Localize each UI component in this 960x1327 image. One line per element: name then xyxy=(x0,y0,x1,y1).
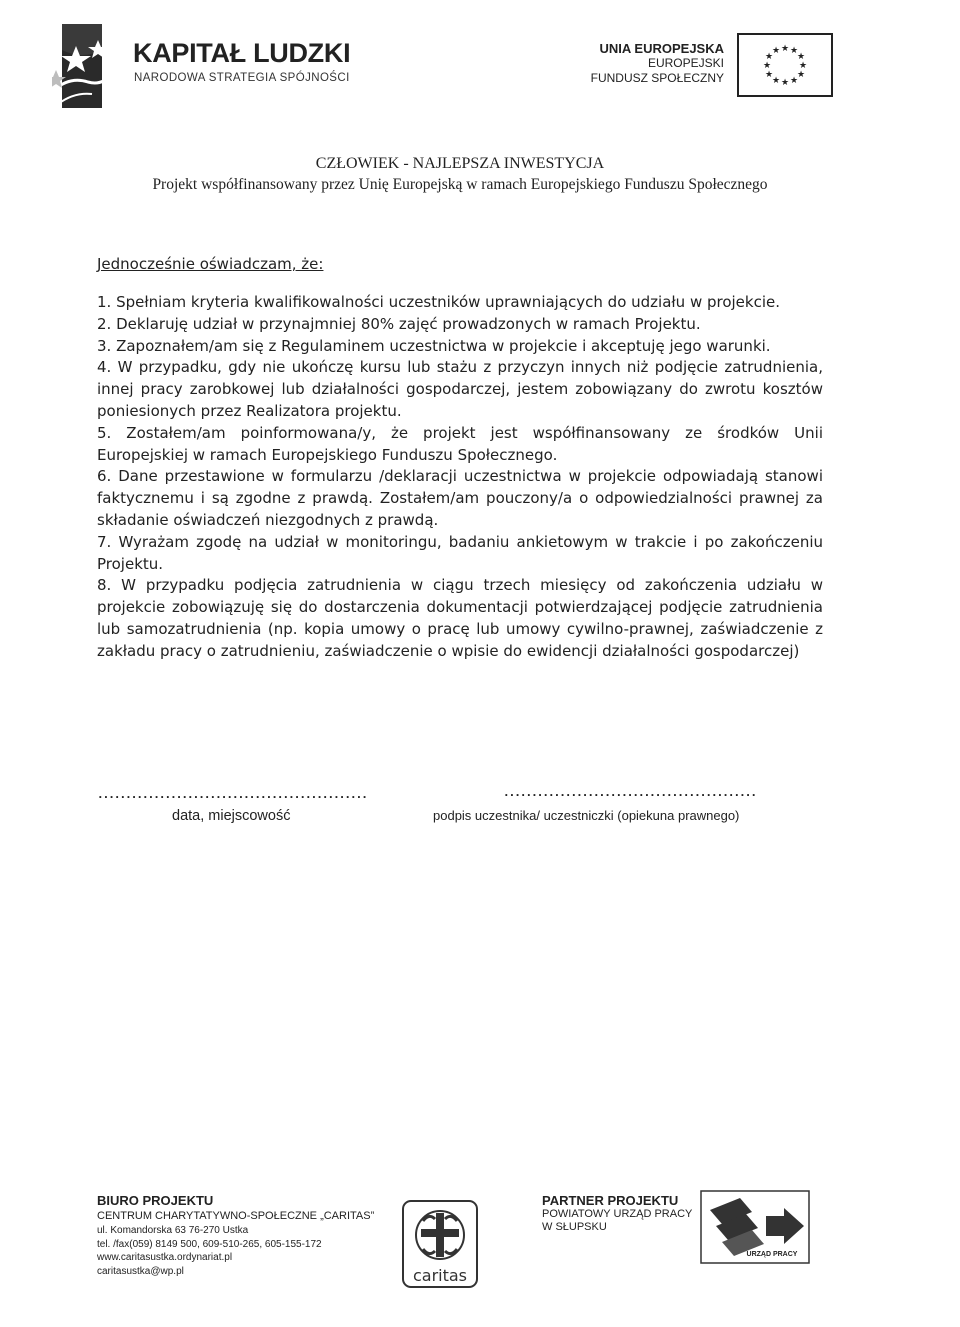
signature-line: ............................................. xyxy=(503,786,757,799)
fund-name-line1: EUROPEJSKI xyxy=(647,56,724,70)
eu-name: UNIA EUROPEJSKA xyxy=(599,41,724,56)
statement-list xyxy=(97,292,823,663)
project-office xyxy=(97,1193,374,1278)
partner-name-line1: POWIATOWY URZĄD PRACY xyxy=(542,1208,693,1220)
svg-text:★: ★ xyxy=(771,46,781,56)
svg-text:★: ★ xyxy=(764,52,774,62)
office-address: ul. Komandorska 63 76-270 Ustka xyxy=(97,1225,249,1236)
statement-item-4: 4. W przypadku, gdy nie ukończę kursu lub stażu z przyczyn innych niż podjęcie zatrudnienia, innej pracy zarobkowej lub działalności gospodarczej, jestem zobowiązany do zwrotu kosztów poniesionych przez Realizatora projektu. xyxy=(97,358,823,420)
kapital-ludzki-logo-icon xyxy=(52,20,132,112)
date-place-label: data, miejscowość xyxy=(172,808,291,824)
project-partner xyxy=(542,1193,692,1234)
svg-text:★: ★ xyxy=(789,76,799,86)
statement-item-7: 7. Wyrażam zgodę na udział w monitoringu, badaniu ankietowym w trakcie i po zakończeniu Projektu. xyxy=(97,532,823,573)
caritas-logo-icon xyxy=(399,1199,481,1291)
fund-name-line2: FUNDUSZ SPOŁECZNY xyxy=(590,71,724,85)
date-place-line: ................................................ xyxy=(97,788,367,801)
office-website: www.caritasustka.ordynariat.pl xyxy=(97,1252,233,1263)
slogan: CZŁOWIEK - NAJLEPSZA INWESTYCJA xyxy=(315,155,605,172)
statement-item-2: 2. Deklaruję udział w przynajmniej 80% zajęć prowadzonych w ramach Projektu. xyxy=(97,314,701,333)
office-title: BIURO PROJEKTU xyxy=(97,1193,214,1208)
urzad-pracy-logo-icon xyxy=(700,1190,810,1270)
partner-name-line2: W SŁUPSKU xyxy=(542,1221,607,1233)
statement-item-5: 5. Zostałem/am poinformowana/y, że projekt jest współfinansowany ze środków Unii Europejskiej w ramach Europejskiego Funduszu Społecznego. xyxy=(97,423,823,464)
office-email: caritasustka@wp.pl xyxy=(97,1265,184,1277)
eu-logo-text xyxy=(591,41,724,86)
signature-label: podpis uczestnika/ uczestniczki (opiekuna prawnego) xyxy=(433,808,740,823)
program-title: KAPITAŁ LUDZKI xyxy=(133,38,351,68)
svg-text:★: ★ xyxy=(771,76,781,86)
statement-item-1: 1. Spełniam kryteria kwalifikowalności uczestników uprawniających do udziału w projekcie. xyxy=(97,293,781,311)
svg-text:★: ★ xyxy=(798,61,808,71)
office-phone: tel. /fax(059) 8149 500, 609-510-265, 605-155-172 xyxy=(97,1238,322,1250)
eu-flag-icon xyxy=(737,33,833,97)
program-subtitle: NARODOWA STRATEGIA SPÓJNOŚCI xyxy=(134,72,350,84)
svg-text:★: ★ xyxy=(796,70,806,80)
statement-item-3: 3. Zapoznałem/am się z Regulaminem uczestnictwa w projekcie i akceptuję jego warunki. xyxy=(97,336,771,355)
svg-text:★: ★ xyxy=(780,78,790,88)
caritas-logo-text: caritas xyxy=(412,1266,468,1285)
svg-text:★: ★ xyxy=(796,52,806,62)
svg-text:★: ★ xyxy=(762,61,772,71)
svg-text:★: ★ xyxy=(764,70,774,80)
cofinancing-note: Projekt współfinansowany przez Unię Europejską w ramach Europejskiego Funduszu Społecznego xyxy=(152,176,768,193)
urzad-pracy-logo-text: URZĄD PRACY xyxy=(746,1251,798,1258)
svg-text:★: ★ xyxy=(780,44,790,54)
statement-heading: Jednocześnie oświadczam, że: xyxy=(97,255,324,273)
office-org: CENTRUM CHARYTATYWNO-SPOŁECZNE „CARITAS” xyxy=(97,1210,375,1222)
statement-item-8: 8. W przypadku podjęcia zatrudnienia w ciągu trzech miesięcy od zakończenia udziału w projekcie zobowiązuję się do dostarczenia dokumentacji potwierdzającej podjęcie zatrudnienia lub samozatrudnienia (np. kopia umowy o pracę lub umowy cywilno-prawnej, zaświadczenie z zakładu pracy o zatrudnieniu, zaświadczenie o wpisie do ewidencji działalności gospodarczej) xyxy=(97,576,823,660)
statement-item-6: 6. Dane przestawione w formularzu /deklaracji uczestnictwa w projekcie odpowiadają stanowi faktycznemu i są zgodne z prawdą. Zostałem/am pouczony/a o odpowiedzialności prawnej za składanie oświadczeń niezgodnych z prawdą. xyxy=(97,467,823,529)
svg-text:★: ★ xyxy=(789,46,799,56)
partner-title: PARTNER PROJEKTU xyxy=(542,1193,679,1208)
